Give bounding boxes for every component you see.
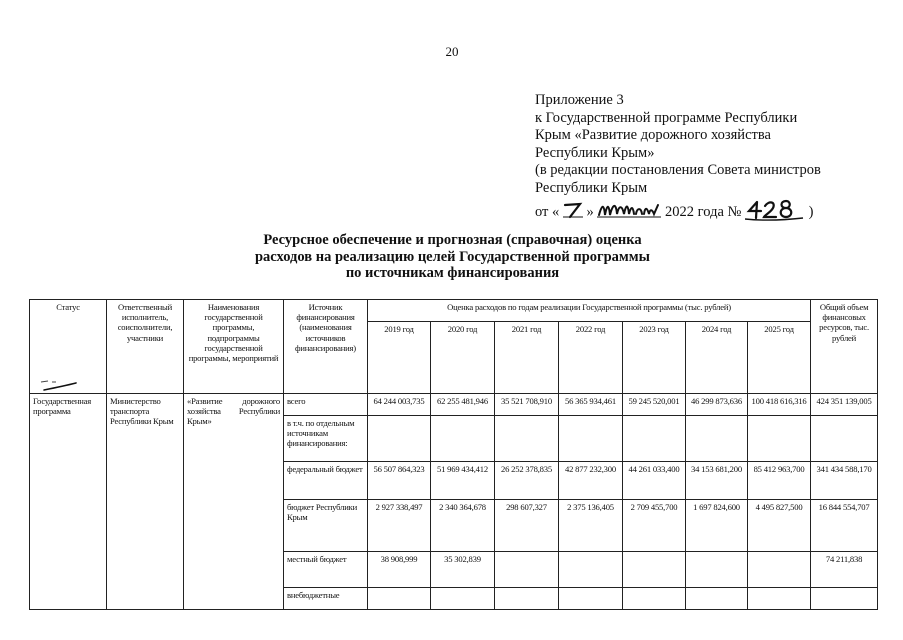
program-status: Государственная программа [30,394,107,610]
header-status: Статус [30,300,107,394]
header-estimate: Оценка расходов по годам реализации Государственной программы (тыс. рублей) [368,300,811,322]
value-cell: 100 418 616,316 [748,394,811,416]
appendix-line: Республики Крым [535,179,648,196]
header-year: 2024 год [686,322,748,394]
value-cell [559,552,623,588]
source-cell: федеральный бюджет [284,462,368,500]
table-row [30,394,878,416]
value-cell: 2 375 136,405 [559,500,623,552]
total-cell: 424 351 139,005 [811,394,878,416]
handwritten-decree-number [745,198,805,222]
value-cell [686,588,748,610]
value-cell [431,416,495,462]
program-executor: Министерство транспорта Республики Крым [107,394,184,610]
value-cell: 46 299 873,636 [686,394,748,416]
decree-date-line [535,198,885,222]
value-cell [623,552,686,588]
header-year: 2025 год [748,322,811,394]
header-year: 2020 год [431,322,495,394]
value-cell [686,416,748,462]
value-cell [495,416,559,462]
budget-table [29,299,878,610]
header-year: 2023 год [623,322,686,394]
title-line: расходов на реализацию целей Государственной программы [254,248,651,265]
title-line: Ресурсное обеспечение и прогнозная (справочная) оценка [263,232,642,248]
source-cell: всего [284,394,368,416]
value-cell: 51 969 434,412 [431,462,495,500]
header-total: Общий объем финансовых ресурсов, тыс. рублей [811,300,878,394]
value-cell [431,588,495,610]
value-cell: 26 252 378,835 [495,462,559,500]
program-name: «Развитие дорожного хозяйства Республики Крым» [184,394,284,610]
date-separator: » [586,203,594,220]
value-cell: 298 607,327 [495,500,559,552]
value-cell [623,588,686,610]
total-cell [811,416,878,462]
value-cell: 44 261 033,400 [623,462,686,500]
header-year: 2019 год [368,322,431,394]
appendix-line: Республики Крым» [535,144,655,161]
appendix-line: к Государственной программе Республики [535,109,798,126]
value-cell: 56 507 864,323 [368,462,431,500]
value-cell [748,588,811,610]
appendix-line: (в редакции постановления Совета министров [535,162,821,179]
value-cell: 1 697 824,600 [686,500,748,552]
date-prefix: от « [535,203,560,220]
value-cell [686,552,748,588]
total-cell: 341 434 588,170 [811,462,878,500]
source-cell: в т.ч. по отдельным источникам финансирования: [284,416,368,462]
value-cell [495,588,559,610]
date-year: 2022 года № [665,203,742,220]
value-cell: 38 908,999 [368,552,431,588]
source-cell: местный бюджет [284,552,368,588]
value-cell [495,552,559,588]
appendix-note [535,92,885,222]
handwritten-day [563,200,583,220]
value-cell: 64 244 003,735 [368,394,431,416]
value-cell: 2 927 338,497 [368,500,431,552]
value-cell [623,416,686,462]
value-cell: 4 495 827,500 [748,500,811,552]
value-cell: 35 302,839 [431,552,495,588]
header-year: 2022 год [559,322,623,394]
value-cell: 2 709 455,700 [623,500,686,552]
header-executor: Ответственный исполнитель, соисполнители, участники [107,300,184,394]
value-cell: 59 245 520,001 [623,394,686,416]
value-cell [368,588,431,610]
total-cell [811,588,878,610]
value-cell: 56 365 934,461 [559,394,623,416]
header-name: Наименования государственной программы, подпрограммы государственной программы, мероприятий [184,300,284,394]
appendix-line: Крым «Развитие дорожного хозяйства [535,127,771,144]
value-cell: 2 340 364,678 [431,500,495,552]
value-cell: 35 521 708,910 [495,394,559,416]
value-cell: 62 255 481,946 [431,394,495,416]
total-cell: 16 844 554,707 [811,500,878,552]
total-cell: 74 211,838 [811,552,878,588]
document-title [200,232,705,282]
value-cell: 85 412 963,700 [748,462,811,500]
header-year: 2021 год [495,322,559,394]
source-cell: внебюджетные [284,588,368,610]
closing-parenthesis: ) [808,203,814,220]
handwritten-month [597,199,661,221]
header-source: Источник финансирования (наименования источников финансирования) [284,300,368,394]
value-cell: 34 153 681,200 [686,462,748,500]
value-cell: 42 877 232,300 [559,462,623,500]
value-cell [748,552,811,588]
value-cell [559,416,623,462]
page-number: 20 [445,44,459,59]
appendix-line: Приложение 3 [535,92,624,108]
value-cell [748,416,811,462]
title-line: по источникам финансирования [345,265,560,281]
source-cell: бюджет Республики Крым [284,500,368,552]
value-cell [368,416,431,462]
value-cell [559,588,623,610]
